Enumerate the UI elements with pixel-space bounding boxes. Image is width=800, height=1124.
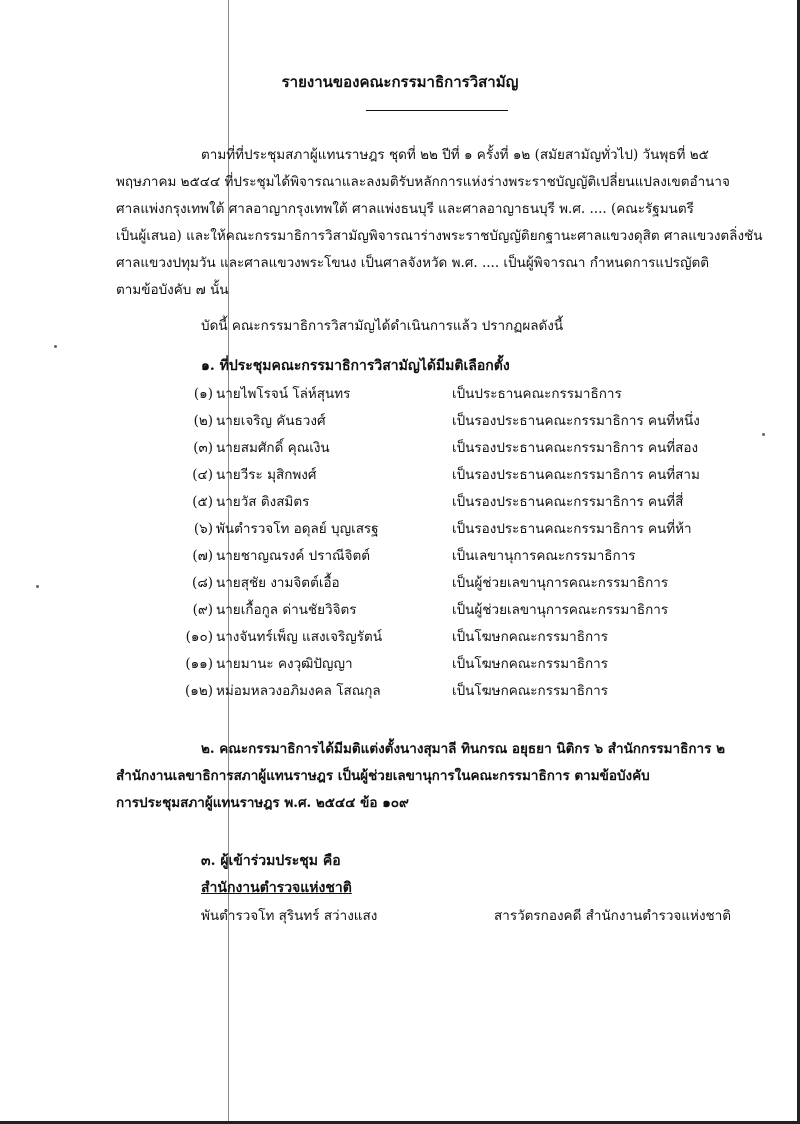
intro-line: ตามที่ที่ประชุมสภาผู้แทนราษฎร ชุดที่ ๒๒ ปีที่ ๑ ครั้งที่ ๑๒ (สมัยสามัญทั่วไป) วันพุธที่ ๒๕ [201,147,709,163]
intro-line: ตามข้อบังคับ ๗ นั้น [116,282,229,298]
member-row [0,382,800,408]
member-name: นายเกื้อกูล ด่านชัยวิจิตร [216,602,357,618]
member-name: หม่อมหลวงอภิมงคล โสณกุล [216,683,381,699]
member-row [0,517,800,543]
member-number: (๙) [192,602,213,618]
member-row [0,652,800,678]
member-number: (๒) [193,413,213,429]
member-name: นายวีระ มุสิกพงศ์ [216,467,317,483]
member-role: เป็นโฆษกคณะกรรมาธิการ [452,683,608,699]
member-name: นายสุชัย งามจิตต์เอื้อ [216,575,340,591]
intro-line: ศาลแพ่งกรุงเทพใต้ ศาลอาญากรุงเทพใต้ ศาลแพ่งธนบุรี และศาลอาญาธนบุรี พ.ศ. .... (คณะรัฐมนตรี [116,201,694,217]
member-role: เป็นประธานคณะกรรมาธิการ [452,386,622,402]
member-role: เป็นเลขานุการคณะกรรมาธิการ [452,548,636,564]
member-number: (๕) [192,494,213,510]
member-row [0,679,800,705]
scan-speck [54,345,57,348]
attendee-name: พันตำรวจโท สุรินทร์ สว่างแสง [201,908,378,924]
section2-line: การประชุมสภาผู้แทนราษฎร พ.ศ. ๒๕๔๔ ข้อ ๑๐๙ [116,795,409,811]
member-role: เป็นรองประธานคณะกรรมาธิการ คนที่สี่ [452,494,684,510]
member-name: นายเจริญ คันธวงศ์ [216,413,326,429]
member-row [0,436,800,462]
result-intro: บัดนี้ คณะกรรมาธิการวิสามัญได้ดำเนินการแล้ว ปรากฏผลดังนี้ [201,318,564,334]
title-underline [366,110,508,111]
member-row [0,490,800,516]
section1-heading: ๑. ที่ประชุมคณะกรรมาธิการวิสามัญได้มีมติเลือกตั้ง [201,358,510,374]
member-number: (๑๐) [185,629,213,645]
intro-line: พฤษภาคม ๒๕๔๔ ที่ประชุมได้พิจารณาและลงมติรับหลักการแห่งร่างพระราชบัญญัติเปลี่ยนแปลงเขตอำนาจ [116,174,730,190]
member-row [0,409,800,435]
member-name: นางจันทร์เพ็ญ แสงเจริญรัตน์ [216,629,383,645]
member-name: นายชาญณรงค์ ปราณีจิตต์ [216,548,371,564]
member-role: เป็นรองประธานคณะกรรมาธิการ คนที่ห้า [452,521,692,537]
member-number: (๘) [192,575,213,591]
section3-organization: สำนักงานตำรวจแห่งชาติ [201,880,352,896]
intro-paragraph [116,142,763,304]
member-name: นายสมศักดิ์ คุณเงิน [216,440,330,456]
member-number: (๑๑) [185,656,213,672]
member-number: (๑) [193,386,213,402]
intro-line: เป็นผู้เสนอ) และให้คณะกรรมาธิการวิสามัญพิจารณาร่างพระราชบัญญัติยกฐานะศาลแขวงดุสิต ศาลแขวงตลิ่งชัน [116,228,763,244]
section2-line: ๒. คณะกรรมาธิการได้มีมติแต่งตั้งนางสุมาลี ทินกรณ อยุธยา นิติกร ๖ สำนักกรรมาธิการ ๒ [201,741,725,757]
member-role: เป็นผู้ช่วยเลขานุการคณะกรรมาธิการ [452,575,669,591]
member-role: เป็นผู้ช่วยเลขานุการคณะกรรมาธิการ [452,602,669,618]
section2-line: สำนักงานเลขาธิการสภาผู้แทนราษฎร เป็นผู้ช่วยเลขานุการในคณะกรรมาธิการ ตามข้อบังคับ [116,768,650,784]
member-role: เป็นรองประธานคณะกรรมาธิการ คนที่สอง [452,440,699,456]
member-name: นายวัส ติงสมิตร [216,494,310,510]
member-name: นายไพโรจน์ โล่ห์สุนทร [216,386,351,402]
member-row [0,571,800,597]
section3-heading: ๓. ผู้เข้าร่วมประชุม คือ [201,853,341,869]
section2-paragraph [116,736,756,817]
member-row [0,598,800,624]
member-number: (๔) [192,467,213,483]
member-role: เป็นโฆษกคณะกรรมาธิการ [452,656,608,672]
member-name: นายมานะ คงวุฒิปัญญา [216,656,353,672]
member-role: เป็นโฆษกคณะกรรมาธิการ [452,629,608,645]
member-row [0,463,800,489]
intro-line: ศาลแขวงปทุมวัน และศาลแขวงพระโขนง เป็นศาลจังหวัด พ.ศ. .... เป็นผู้พิจารณา กำหนดการแปรญัตติ [116,255,709,271]
attendee-role: สารวัตรกองคดี สำนักงานตำรวจแห่งชาติ [494,908,732,924]
member-role: เป็นรองประธานคณะกรรมาธิการ คนที่หนึ่ง [452,413,700,429]
report-title: รายงานของคณะกรรมาธิการวิสามัญ [281,73,519,91]
member-number: (๓) [193,440,213,456]
member-number: (๗) [192,548,213,564]
member-row [0,544,800,570]
member-number: (๖) [193,521,213,537]
member-name: พันตำรวจโท อดุลย์ บุญเสรฐ [216,521,379,537]
member-role: เป็นรองประธานคณะกรรมาธิการ คนที่สาม [452,467,700,483]
member-number: (๑๒) [184,683,213,699]
member-row [0,625,800,651]
